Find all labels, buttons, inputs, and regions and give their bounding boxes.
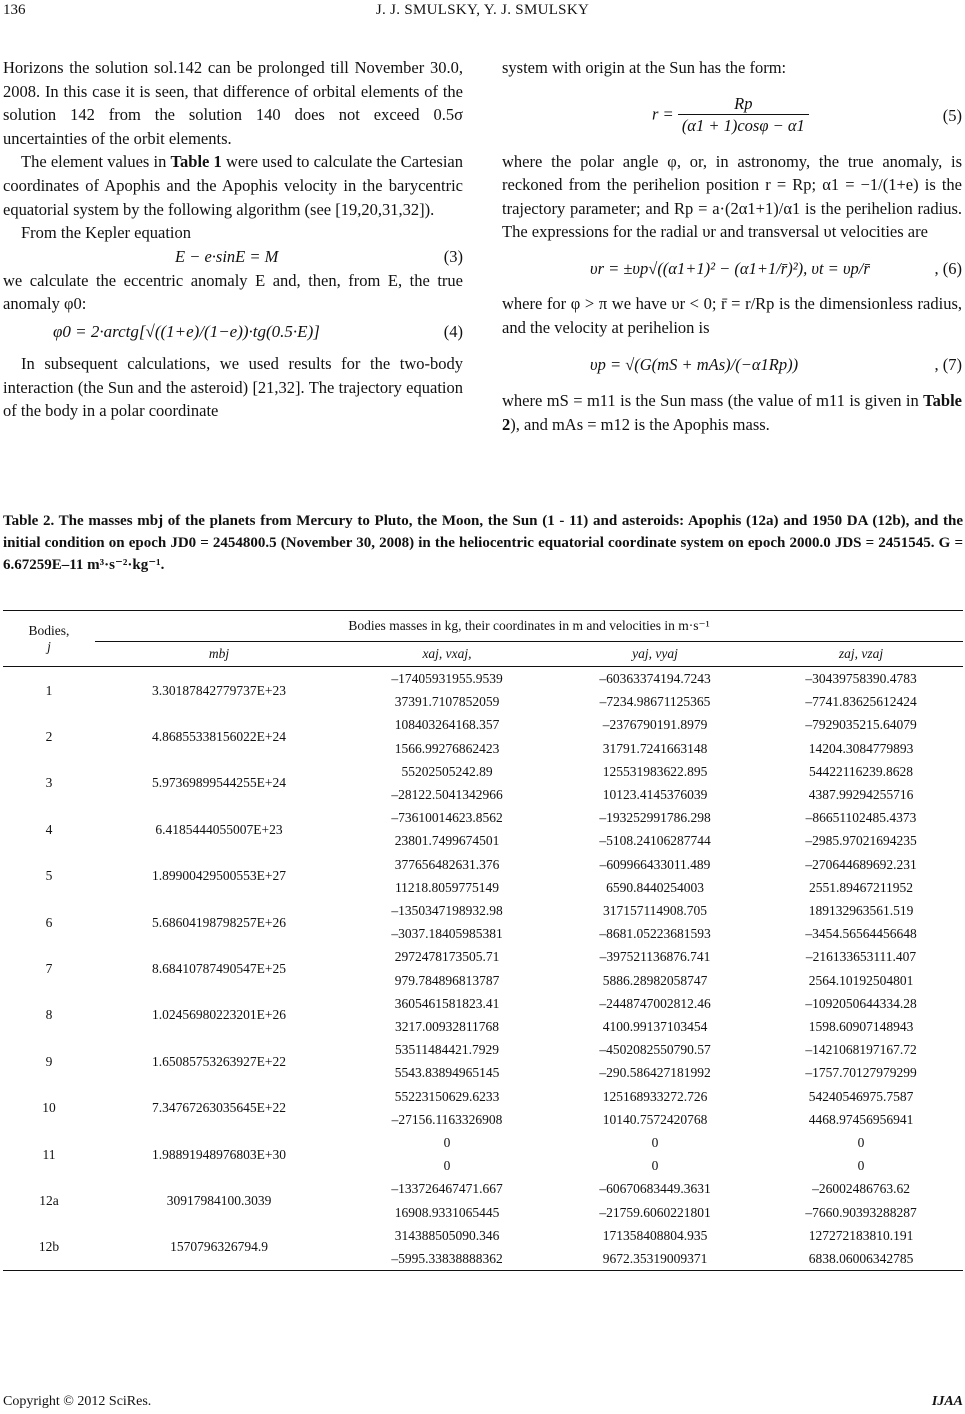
cell-x: 2972478173505.71: [394, 949, 500, 965]
table-row: [3, 806, 963, 829]
table-row: [3, 992, 963, 1015]
cell-body-index: 12a: [39, 1193, 59, 1209]
equation-body: υp = √(G(mS + mAs)/(−α1Rp)): [590, 355, 799, 375]
table-row: [3, 667, 963, 691]
cell-y: –2448747002812.46: [599, 995, 711, 1011]
cell-z: –7929035215.64079: [805, 717, 917, 733]
column-header-x: xaj, vxaj,: [343, 642, 551, 667]
text: were used to calculate the Cartesian coordinates of Apophis and the Apophis velocity in the barycentric equatorial system by the following algorithm (see [19,20,31,32]).: [3, 152, 463, 219]
cell-y: –193252991786.298: [599, 810, 711, 826]
equation-body: [652, 94, 809, 137]
equation-number: , (7): [934, 355, 962, 375]
cell-z: –270644689692.231: [805, 856, 917, 872]
header-span: Bodies masses in kg, their coordinates in m and velocities in m·s⁻¹: [95, 611, 963, 642]
cell-vz: –2985.97021694235: [805, 833, 917, 849]
cell-vy: –8681.05223681593: [599, 926, 711, 942]
cell-vx: 5543.83894965145: [394, 1065, 500, 1081]
cell-body-index: 6: [45, 914, 53, 930]
cell-mass: 4.86855338156022E+24: [152, 729, 286, 744]
cell-y: –609966433011.489: [599, 856, 711, 872]
cell-vz: –7660.90393288287: [805, 1204, 917, 1220]
table-row: [3, 945, 963, 968]
cell-mass: 8.68410787490547E+25: [152, 961, 286, 977]
column-header-m: mbj: [95, 642, 343, 667]
cell-y: 317157114908.705: [602, 903, 708, 919]
cell-vy: 0: [651, 1158, 659, 1174]
cell-vz: 0: [857, 1158, 865, 1174]
cell-z: –216133653111.407: [805, 949, 917, 965]
cell-vy: –290.586427181992: [599, 1065, 711, 1081]
equation-body: φ0 = 2·arctg[√((1+e)/(1−e))·tg(0.5·E)]: [53, 321, 320, 341]
equation-body: υr = ±υp√((α1+1)² − (α1+1/r̄)²), υt = υp/r̄: [590, 258, 870, 278]
cell-vz: 2564.10192504801: [808, 972, 914, 988]
paragraph: we calculate the eccentric anomaly E and, then, from E, the true anomaly φ0:: [3, 270, 463, 314]
cell-vz: –3454.56564456648: [805, 926, 917, 942]
cell-body-index: 10: [42, 1100, 56, 1116]
cell-z: 0: [857, 1135, 865, 1151]
cell-y: –60670683449.3631: [599, 1181, 711, 1197]
cell-z: –1421068197167.72: [805, 1042, 917, 1058]
cell-y: –2376790191.8979: [602, 717, 708, 733]
cell-vy: –5108.24106287744: [599, 833, 711, 849]
cell-vy: –7234.98671125365: [599, 694, 711, 710]
equation-4: [3, 316, 463, 348]
page-number: 136: [3, 2, 26, 18]
cell-z: 127272183810.191: [808, 1227, 914, 1243]
fraction: [678, 94, 809, 137]
right-column: [502, 56, 962, 436]
cell-vz: 4387.99294255716: [808, 787, 914, 803]
cell-x: 55202505242.89: [401, 763, 493, 779]
paragraph: [502, 389, 962, 436]
cell-mass: 7.34767263035645E+22: [152, 1100, 286, 1116]
paragraph: system with origin at the Sun has the form:: [502, 58, 787, 77]
cell-mass: 1.65085753263927E+22: [152, 1053, 286, 1069]
numerator: Rp: [678, 94, 809, 115]
cell-vy: 6590.8440254003: [606, 879, 704, 895]
cell-x: 53511484421.7929: [394, 1042, 500, 1058]
cell-vx: –27156.1163326908: [391, 1111, 503, 1127]
equation-7: [502, 345, 962, 385]
cell-vy: 9672.35319009371: [551, 1247, 759, 1271]
cell-mass: 5.97369899544255E+24: [152, 775, 286, 791]
cell-body-index: 5: [45, 868, 53, 884]
table-body: [3, 667, 963, 1271]
equation-6: [502, 250, 962, 288]
cell-body-index: 8: [45, 1007, 53, 1023]
denominator: (α1 + 1)cosφ − α1: [681, 115, 805, 135]
cell-vy: 10123.4145376039: [602, 787, 708, 803]
cell-z: 54422116239.8628: [808, 763, 914, 779]
cell-vz: –1757.70127979299: [805, 1065, 917, 1081]
cell-vx: –28122.5041342966: [391, 787, 503, 803]
table-row: [3, 1131, 963, 1154]
cell-vx: –3037.18405985381: [391, 926, 503, 942]
cell-vx: 11218.8059775149: [394, 879, 500, 895]
cell-y: 171358408804.935: [602, 1227, 708, 1243]
cell-mass: 1.02456980223201E+26: [152, 1007, 286, 1023]
cell-y: 125168933272.726: [602, 1088, 708, 1104]
equation-number: (4): [443, 321, 463, 341]
cell-mass: 5.68604198798257E+26: [152, 914, 286, 930]
cell-vx: 1566.99276862423: [394, 740, 500, 756]
paragraph: [3, 150, 463, 221]
header-j-label: j: [47, 638, 51, 654]
cell-x: –17405931955.9539: [391, 671, 503, 686]
column-header-z: zaj, vzaj: [759, 642, 963, 667]
cell-z: –86651102485.4373: [805, 810, 917, 826]
cell-mass: 1570796326794.9: [95, 1224, 343, 1271]
cell-mass: 1.89900429500553E+27: [152, 868, 286, 884]
cell-x: 314388505090.346: [394, 1227, 500, 1243]
cell-x: –133726467471.667: [391, 1181, 503, 1197]
journal-name: IJAA: [931, 1394, 963, 1409]
cell-y: –60363374194.7243: [599, 671, 711, 686]
cell-x: 3605461581823.41: [394, 995, 500, 1011]
cell-body-index: 7: [45, 961, 53, 977]
cell-vy: 5886.28982058747: [602, 972, 708, 988]
cell-x: 0: [443, 1135, 451, 1151]
cell-x: 55223150629.6233: [394, 1088, 500, 1104]
table-row: [3, 899, 963, 922]
cell-vx: –5995.33838888362: [343, 1247, 551, 1271]
equation-number: , (6): [934, 258, 962, 278]
equation-3: [3, 245, 463, 269]
cell-body-index: 12b: [3, 1224, 95, 1271]
cell-vz: 14204.3084779893: [808, 740, 914, 756]
equation-number: (3): [443, 246, 463, 266]
paragraph: Horizons the solution sol.142 can be prolonged till November 30.0, 2008. In this case it is seen, that difference of orbital elements of the solution 142 from the solution 140 does not exceed 0.5σ uncertainties of the orbit elements.: [3, 58, 463, 148]
data-table: [3, 610, 963, 1271]
cell-vx: 0: [443, 1158, 451, 1174]
page-header: [0, 0, 965, 22]
cell-z: –30439758390.4783: [805, 671, 917, 686]
cell-x: 377656482631.376: [394, 856, 500, 872]
cell-mass: 3.30187842779737E+23: [152, 682, 286, 698]
equation-number: (5): [942, 105, 962, 125]
text: The element values in: [21, 152, 171, 172]
copyright: Copyright © 2012 SciRes.: [3, 1394, 152, 1409]
cell-vx: 3217.00932811768: [394, 1019, 500, 1035]
cell-mass: 6.4185444055007E+23: [155, 821, 283, 837]
cell-z: –1092050644334.28: [805, 995, 917, 1011]
text: where mS = m11 is the Sun mass (the value of m11 is given in: [502, 391, 924, 411]
paragraph: From the Kepler equation: [21, 223, 191, 243]
equation-5: [502, 88, 962, 144]
paragraph: In subsequent calculations, we used results for the two-body interaction (the Sun and the asteroid) [21,32]. The trajectory equation of the body in a polar coordinate: [3, 353, 463, 421]
header-bodies: [3, 611, 95, 667]
cell-vz: 6838.06006342785: [759, 1247, 963, 1271]
cell-vz: 2551.89467211952: [808, 879, 914, 895]
table-row: [3, 1224, 963, 1247]
cell-x: 108403264168.357: [394, 717, 500, 733]
cell-vx: 37391.7107852059: [394, 694, 500, 710]
table-row: [3, 713, 963, 736]
cell-z: –26002486763.62: [812, 1181, 910, 1197]
cell-x: –73610014623.8562: [391, 810, 503, 826]
cell-body-index: 3: [45, 775, 53, 791]
cell-z: 189132963561.519: [808, 903, 914, 919]
cell-vz: 1598.60907148943: [808, 1019, 914, 1035]
table-reference[interactable]: Table 1: [170, 152, 222, 172]
cell-y: 125531983622.895: [602, 763, 708, 779]
cell-body-index: 2: [45, 729, 53, 744]
running-title: J. J. SMULSKY, Y. J. SMULSKY: [375, 2, 590, 18]
header-bodies-label: Bodies,: [28, 622, 70, 638]
cell-y: –4502082550790.57: [599, 1042, 711, 1058]
table-row: [3, 760, 963, 783]
cell-mass: 30917984100.3039: [166, 1193, 272, 1209]
table-row: [3, 1085, 963, 1108]
cell-vx: 23801.7499674501: [394, 833, 500, 849]
cell-vz: –7741.83625612424: [805, 694, 917, 710]
cell-vy: 31791.7241663148: [602, 740, 708, 756]
paragraph: where for φ > π we have υr < 0; r̄ = r/Rp is the dimensionless radius, and the velocity at perihelion is: [502, 293, 962, 337]
cell-body-index: 9: [45, 1053, 53, 1069]
table-row: [3, 853, 963, 876]
cell-y: –397521136876.741: [599, 949, 711, 965]
equation-body: E − e·sinE = M: [175, 246, 279, 266]
left-column: [3, 56, 463, 423]
cell-body-index: 1: [45, 682, 53, 698]
table-row: [3, 1177, 963, 1200]
cell-x: –1350347198932.98: [391, 903, 503, 919]
cell-vz: 4468.97456956941: [808, 1111, 914, 1127]
cell-vx: 16908.9331065445: [394, 1204, 500, 1220]
paragraph: where the polar angle φ, or, in astronomy, the true anomaly, is reckoned from the perihelion position r = Rp; α1 = −1/(1+e) is the trajectory parameter; and Rp = a·(2α1+1)/α1 is the perihelion radius. The expressions for the radial υr and transversal υt velocities are: [502, 151, 963, 242]
cell-mass: 1.98891948976803E+30: [152, 1146, 286, 1162]
column-header-y: yaj, vyaj: [551, 642, 759, 667]
cell-body-index: 11: [42, 1146, 56, 1162]
cell-vx: 979.784896813787: [394, 972, 500, 988]
cell-vy: 10140.7572420768: [602, 1111, 708, 1127]
cell-vy: –21759.6060221801: [599, 1204, 711, 1220]
table-row: [3, 1038, 963, 1061]
text: ), and mAs = m12 is the Apophis mass.: [510, 414, 770, 434]
cell-vy: 4100.99137103454: [602, 1019, 708, 1035]
equation-lhs: r =: [652, 103, 674, 123]
table-reference[interactable]: Table 2: [502, 391, 962, 434]
table-caption: Table 2. The masses mbj of the planets from Mercury to Pluto, the Moon, the Sun (1 - 11) and asteroids: Apophis (12a) and 1950 DA (12b), and the initial condition on epoch JD0 = 2454800.5 (November 30, 2008) in the heliocentric equatorial coordinate system on epoch 2000.0 JDS = 2451545. G = 6.67259E–11 m³·s⁻²·kg⁻¹.: [3, 513, 963, 573]
cell-body-index: 4: [45, 821, 53, 837]
cell-y: 0: [651, 1135, 659, 1151]
cell-z: 54240546975.7587: [808, 1088, 914, 1104]
